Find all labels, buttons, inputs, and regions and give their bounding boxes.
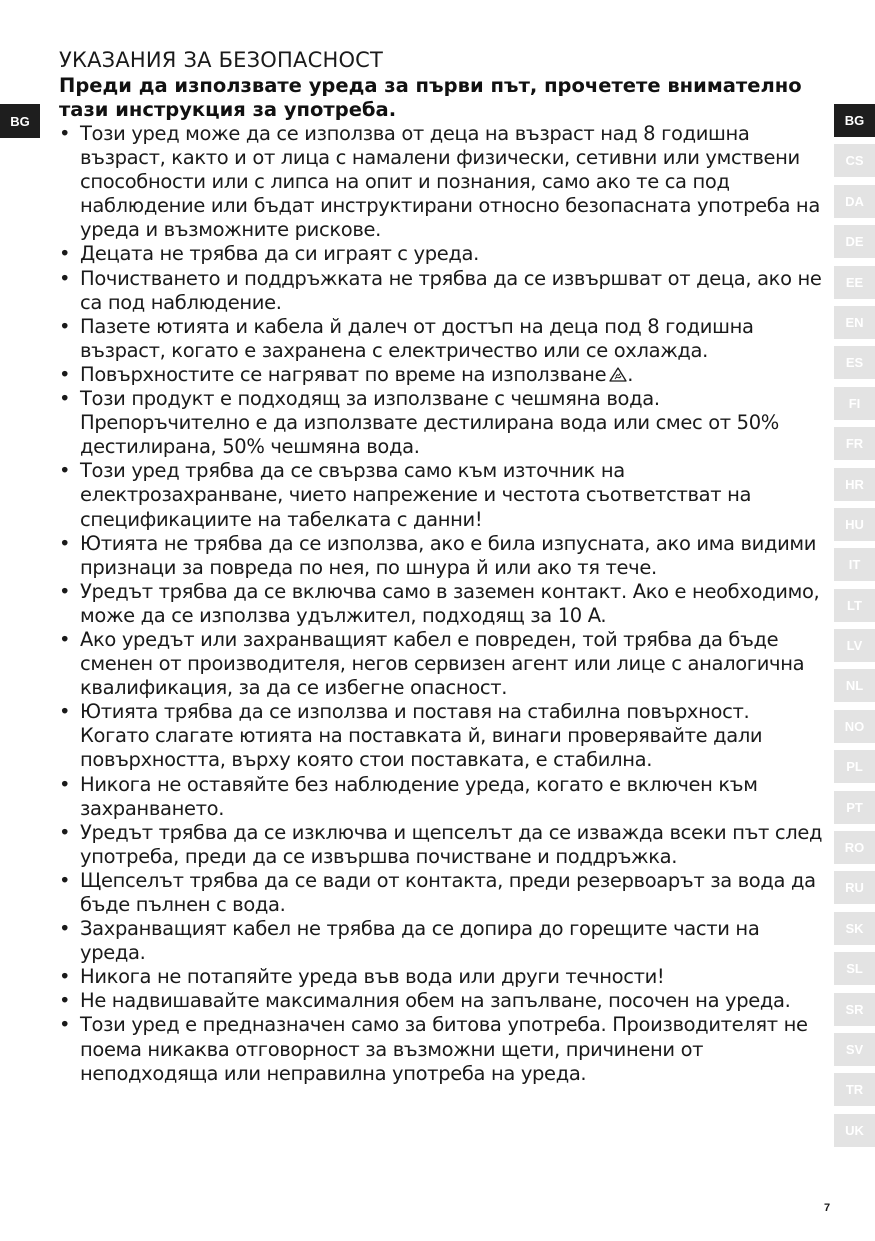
language-tab-sr[interactable]: SR — [834, 993, 875, 1026]
list-item-text: Този уред трябва да се свързва само към източник на електрозахранване, чието напрежение и честота съответстват на спецификациите на табелката с данни! — [80, 459, 752, 531]
list-item — [59, 315, 824, 363]
list-item — [59, 773, 824, 821]
list-item-text: Уредът трябва да се включва само в заземен контакт. Ако е необходимо, може да се използва удължител, подходящ за 10 A. — [80, 579, 820, 627]
language-tab-sk[interactable]: SK — [834, 912, 875, 945]
list-item — [59, 628, 824, 700]
list-item — [59, 917, 824, 965]
language-tab-it[interactable]: IT — [834, 548, 875, 581]
list-item — [59, 700, 824, 772]
list-item — [59, 532, 824, 580]
list-item-text: Пазете ютията и кабела й далеч от достъп на деца под 8 годишна възраст, когато е захранена с електричество или се охлажда. — [80, 314, 754, 362]
language-tab-lv[interactable]: LV — [834, 629, 875, 662]
language-tab-hu[interactable]: HU — [834, 508, 875, 541]
list-item — [59, 965, 824, 989]
list-item — [59, 1013, 824, 1085]
language-tab-ru[interactable]: RU — [834, 871, 875, 904]
list-item — [59, 242, 824, 266]
language-tab-tr[interactable]: TR — [834, 1073, 875, 1106]
page-title: УКАЗАНИЯ ЗА БЕЗОПАСНОСТ — [59, 48, 384, 73]
list-item-text: Този продукт е подходящ за използване с чешмяна вода. Препоръчително е да използвате дестилирана вода или смес от 50% дестилирана, 50% чешмяна вода. — [80, 387, 779, 459]
list-item — [59, 869, 824, 917]
list-item — [59, 580, 824, 628]
list-item-text: Ако уредът или захранващият кабел е повреден, той трябва да бъде сменен от производителя, негов сервизен агент или лице с аналогична квалификация, за да се избегне опасност. — [80, 627, 805, 700]
language-tab-bg[interactable]: BG — [834, 104, 875, 137]
intro-heading: Преди да използвате уреда за първи път, прочетете внимателно тази инструкция за употреба. — [59, 74, 802, 121]
list-item-text: Никога не потапяйте уреда във вода или други течности! — [80, 965, 665, 989]
list-item-text: Не надвишавайте максималния обем на запълване, посочен на уреда. — [80, 989, 791, 1013]
list-item-text: Повърхностите се нагряват по време на използване — [80, 362, 607, 386]
language-tab-fi[interactable]: FI — [834, 387, 875, 420]
language-tab-sl[interactable]: SL — [834, 952, 875, 985]
warning-triangle-icon — [609, 364, 627, 379]
list-item-text: Децата не трябва да си играят с уреда. — [80, 242, 479, 266]
language-tab-no[interactable]: NO — [834, 710, 875, 743]
safety-list — [59, 122, 824, 1086]
list-item-text: Уредът трябва да се изключва и щепселът да се изважда всеки път след употреба, преди да се извършва почистване и поддръжка. — [80, 820, 823, 868]
list-item — [59, 989, 824, 1013]
language-tab-pt[interactable]: PT — [834, 791, 875, 824]
list-item-text: Захранващият кабел не трябва да се допира до горещите части на уреда. — [80, 917, 760, 965]
page-number: 7 — [824, 1202, 831, 1214]
language-tab-ee[interactable]: EE — [834, 266, 875, 299]
list-item-text: Никога не оставяйте без наблюдение уреда, когато е включен към захранването. — [80, 772, 758, 820]
list-item — [59, 267, 824, 315]
list-item-text: Щепселът трябва да се вади от контакта, преди резервоарът за вода да бъде пълнен с вода. — [80, 868, 816, 916]
list-item — [59, 821, 824, 869]
list-item — [59, 459, 824, 531]
current-language-tab: BG — [0, 104, 40, 138]
list-item-text: Ютията трябва да се използва и поставя на стабилна повърхност. Когато слагате ютията на поставката й, винаги проверявайте дали повърхността, върху която стои поставката, е стабилна. — [80, 700, 763, 772]
language-tabs — [834, 104, 875, 1154]
language-tab-sv[interactable]: SV — [834, 1033, 875, 1066]
language-tab-fr[interactable]: FR — [834, 427, 875, 460]
list-item — [59, 363, 824, 387]
language-tab-pl[interactable]: PL — [834, 750, 875, 783]
list-item-text: Почистването и поддръжката не трябва да се извършват от деца, ако не са под наблюдение. — [80, 266, 822, 314]
list-item — [59, 387, 824, 459]
language-tab-lt[interactable]: LT — [834, 589, 875, 622]
language-tab-hr[interactable]: HR — [834, 468, 875, 501]
list-item-text: Този уред може да се използва от деца на възраст над 8 годишна възраст, както и от лица с намалени физически, сетивни или умствени способности или с липса на опит и познания, само ако те са под наблюдение или бъдат инструктирани относно безопасната употреба на уреда и възможните рискове. — [80, 122, 820, 242]
list-item-text: Ютията не трябва да се използва, ако е била изпусната, ако има видими признаци за повреда по нея, по шнура й или ако тя тече. — [80, 531, 817, 579]
list-item-suffix: . — [627, 362, 634, 386]
language-tab-uk[interactable]: UK — [834, 1114, 875, 1147]
language-tab-da[interactable]: DA — [834, 185, 875, 218]
list-item-text: Този уред е предназначен само за битова употреба. Производителят не поема никаква отговорност за възможни щети, причинени от неподходяща или неправилна употреба на уреда. — [80, 1013, 808, 1085]
language-tab-de[interactable]: DE — [834, 225, 875, 258]
language-tab-ro[interactable]: RO — [834, 831, 875, 864]
list-item — [59, 122, 824, 242]
language-tab-cs[interactable]: CS — [834, 144, 875, 177]
language-tab-nl[interactable]: NL — [834, 669, 875, 702]
language-tab-en[interactable]: EN — [834, 306, 875, 339]
language-tab-es[interactable]: ES — [834, 346, 875, 379]
